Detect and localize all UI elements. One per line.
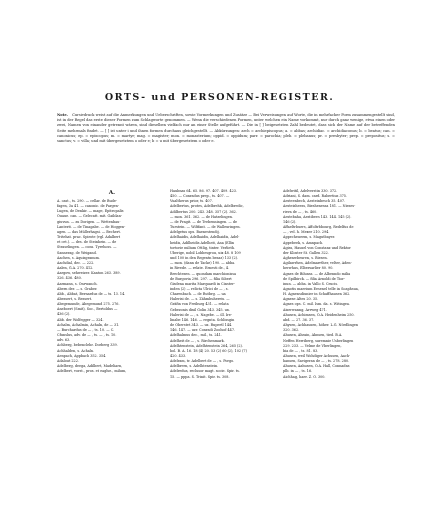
register-entry: Adelhalmus dec., mil., ts. 241.	[170, 333, 222, 338]
register-entry: Agilawrhen, Adelmarrther, velter, Aden-	[283, 261, 352, 266]
register-entry: Adelram, tr. Adelbert de — , s. Porgo.	[170, 359, 235, 364]
register-entry: de Spilbirck. — filia Arnoldi de Tior-	[283, 276, 346, 281]
register-entry: hansen, Savigeran de — , ts. 278. 280.	[283, 359, 350, 364]
register-entry: fagen, 3a 41. — canonic. de Pargen-	[57, 204, 119, 209]
register-entry: Agnes de Bilunss. — de Albenndo milia	[283, 271, 351, 276]
register-entry: Charenbach. — de Rutbrg. — ua	[170, 292, 226, 297]
register-entry: Adelhtenstein, Adelhtenstein 264, 265 (2).	[170, 343, 243, 348]
register-entry: Sannerag. de Weigand.	[57, 250, 97, 255]
register-entry: Achberg, bebenclehr. Dorberg 339.	[57, 343, 118, 348]
register-entry: Agnese Altes 20. 35.	[283, 297, 319, 302]
register-entry: 146. 147. — uzr. Conradi Zoolsof 447.	[170, 328, 236, 333]
register-entry: adv. 63.	[57, 338, 71, 343]
register-entry: Aalen, G.A. 270. 412.	[57, 266, 94, 271]
register-entry: de Oberstet 343. — uz. Rupertl 144.	[170, 323, 233, 328]
register-entry: inun. — abba. in Vallo S. Crucis.	[283, 281, 339, 286]
register-entry: Adelbert, vorst., pros. et eaglse., milum,	[57, 369, 127, 374]
register-entry: Ahusen, Achimsen, O.A. Heidenheim 250.	[283, 312, 355, 317]
register-entry: Turstein. — Wiltfant. — de Walleuringen.	[170, 225, 241, 230]
register-entry: Ouaue. can. — Gelecatt. mit. Gaiblan-	[57, 214, 122, 219]
register-entry: Adelbertus, protes, Adelbrehk, Adelbredic,	[170, 204, 244, 209]
register-entry: Adilbertus 200. 243. 348. 357 (2). 362.	[170, 209, 237, 214]
register-entry: et cet.). — des. de Steinhein. — de	[57, 240, 117, 245]
register-entry: Aneboert (Smit), Soc., Bertoldus —	[57, 307, 118, 312]
register-entry: herwhus, Elbersarlier 80. 90.	[283, 266, 334, 271]
register-entry: — Burchardus de — , ts. 10. — C.	[57, 327, 115, 332]
register-entry: Ahusen, Aahusen, O.A. Hall, Connadns	[283, 364, 350, 369]
register-entry: Gräfin von Freiburg 431. — relata	[170, 302, 229, 307]
register-entry: Adelwitil, Adelverstin 330. 372.	[283, 189, 338, 193]
register-entry: Adriani, S. dam. card. Rabertius 375.	[283, 194, 348, 199]
register-entry: Achhalden, s. Achaln.	[57, 348, 95, 353]
register-entry: der Kloster St. Gallen 322.	[283, 250, 329, 255]
register-entry: Adelredus, reclusor magt. socie. Spir. ts.	[170, 369, 240, 374]
register-entry: Aarmann, s. Onrwanch.	[57, 281, 98, 286]
register-entry: Neffen Herriberg, suremnie Usberlingen	[283, 338, 354, 343]
register-entry: 326. 436. 480.	[57, 276, 82, 281]
register-entry: 229. 233. — Velme de Vberlingen,	[283, 343, 342, 348]
register-column-2	[170, 189, 280, 380]
register-entry: Straselingen. — cons. Tyrehoss. —	[57, 245, 117, 250]
register-entry: — mon. (dann de Tacke) 190. — abba.	[170, 261, 236, 266]
register-entry: in Rivede. — relate. Ernesti de., 4.	[170, 266, 230, 271]
register-column-1	[57, 189, 167, 374]
register-entry: — mon. 361. 362. — de Hatzelingen.	[170, 214, 233, 219]
register-entry: Agnes ops. C. mil. Ism. da. s. Witingea.	[283, 302, 351, 307]
register-entry: — de Pragit. — de Trebenningen. — de	[170, 219, 238, 224]
register-entry: Vualtherus prior, ts. 407.	[170, 199, 213, 204]
register-entry: hol. B. A. 16. 18 (4) 20. 53 (2) 60 (2), 102 (7)	[170, 348, 247, 353]
register-entry: 15. — pppa. S. Trinit. Spir. ts. 308.	[170, 374, 230, 379]
register-entry: Adelberg, deega, Adilbert, Madeliarn,	[57, 364, 123, 368]
register-entry: heidis, Adilheidis Adelheit, Ana (Ellin	[170, 240, 235, 245]
register-entry: inden (2) — relicta Ulrici de — , s.	[170, 286, 229, 291]
register-entry: Halerisi de — , s. Nagebe. — ill. Ire-	[170, 312, 232, 317]
register-entry: Halerisi de. — s. Zähmbuhereis. —	[170, 297, 230, 302]
register-entry: bia de — , ts. 81. 83.	[283, 348, 319, 353]
register-entry: de Burgovia 296. 297. — filia Sibert	[170, 276, 232, 281]
register-entry: H. Agnensdiunier in Schaffhausen 362.	[283, 292, 351, 297]
register-entry: Aargow, sehweizer. Kanton 263. 389.	[57, 271, 121, 276]
register-entry: Abb. der Wolfegger — 324.	[57, 317, 104, 322]
register-entry: Tritehat. prac. Spirote (vgl. Adalbert	[57, 235, 121, 240]
register-entry: Aichhag, haer. Z. O. 300.	[283, 374, 326, 379]
register-entry: Adelhaidis, Adelhaidis, Adelhaidis, Adel-	[170, 235, 240, 240]
register-entry: Ahusen, weil Wohdiger Achusen, Aach-	[283, 354, 351, 358]
register-entry: Ahysen, Achhausen, höher. L.G. Nördlingen	[283, 323, 359, 328]
register-entry: Lanterit. — de Tinagabe. — de Hoggen-	[57, 224, 126, 229]
register-entry: Gisdena marita Marquardi in Cinster-	[170, 281, 235, 286]
register-entry: Adalout 222.	[57, 358, 79, 363]
register-entry: Ahusen, Ahrain, Ahnsen, tied. B.A.	[283, 333, 343, 338]
register-entry: Agnotis maerium Eesenel telle in Soaphsua,	[283, 286, 359, 291]
note-label: Note.	[57, 113, 68, 117]
register-entry: Adelgetus ops. Baenestendij.	[170, 230, 220, 235]
register-entry: Uberige, nobil Lobbesgrou, uix 48. 8 109	[170, 250, 241, 255]
register-entry: linabe 146. 146. — regnta. Schlissgin	[170, 317, 235, 322]
register-entry: Achalm, Achalmin, Achaln, de — 31.	[57, 322, 120, 327]
register-entry: 436 (2).	[57, 312, 71, 317]
register-entry: Aachen, s. Aquisgranum.	[57, 255, 100, 260]
register-entry: Agiss, Hausel von Constanz und Rektor	[283, 245, 351, 250]
register-entry: giuvun. — zu Dorigen. — Wettenbau-	[57, 219, 121, 224]
register-entry: Affaeltrbuers, Affoltrbbourg, Redelfus de	[283, 225, 354, 230]
register-entry: Aghenwbeuren, s. Biesen.	[283, 256, 328, 261]
register-entry: Aiserwanng, Arrweg 471.	[283, 307, 327, 312]
register-entry: Cfunslus, adv. de — , ts. — , ts. 10.	[57, 333, 117, 338]
register-entry: Aenpach, Appbach 352. 354.	[57, 353, 107, 358]
section-letter: A.	[108, 190, 116, 196]
register-entry: — , vel. h. Mexer 210. 294.	[283, 230, 330, 235]
register-entry: 450. — Conradus prep., ts. 407. —	[170, 194, 230, 199]
register-entry: Aesteisheess, Bieshenessa 181. — Nieses-	[283, 204, 356, 209]
register-entry: Aachdial, dec. — 222.	[57, 260, 95, 265]
register-entry: tortorie milium Ottlig, tinter. Verlieth.	[170, 245, 236, 250]
register-entry: Aesteenbech, Aesteinbesch 35. 407.	[283, 199, 346, 204]
register-entry: und 100 in den Regentn besaz) 133 (2).	[170, 256, 239, 261]
register-entry: abd. — 27. 36. 37.	[283, 317, 315, 322]
register-entry: rieva de — , ts. 460.	[283, 209, 318, 214]
register-entry: Abegemunde, Abegemund 275. 276.	[57, 302, 120, 307]
register-entry: Abb., Abbat, Bernardus de — ts. 13. 14.	[57, 291, 126, 296]
introductory-note	[57, 113, 395, 144]
register-column-3	[283, 189, 393, 380]
register-entry: Appebeek, s. Amnpach.	[283, 240, 324, 245]
register-entry: Gebezonis dixil Golin 343. 345. ux.	[170, 307, 230, 312]
register-entry: agen. — das Müllerhagsi. — Bechert.	[57, 229, 121, 234]
register-entry: Abern der. — s. Graber.	[57, 286, 98, 291]
register-entry: Appecheueem, s. Magutbayer.	[283, 235, 335, 240]
register-entry: A. cast., ts. 290. — cellar. de Bude-	[57, 199, 117, 203]
register-entry: plb. in — , ts. 16.	[283, 369, 313, 374]
register-entry: 420. 433.	[170, 354, 187, 358]
register-entry: Lugen, de Denkir. — mage, Epitropalis	[57, 209, 124, 214]
note-text: Cursivdruck weist auf die Anmerkungen und Ueberschriften, sowie Vormerkungen und Zusätze — Bei Verweisungen auf Worte, die in mehrfacher Form zusammengestellt sind, ist in der Regel das erste dieser Formen zum Schlagworte genommen. — Wenn die verschiedenen Formen, unter welchen ein Name vorkommt, nur durch ganz wenige, etwa einen oder zwei, Namen von einander getrennt wären, sind dieselben vielfach nur an einer Stelle aufgeführt. — Die in [ ] beigesetzten Zahl bedeutet, dass sich der Name auf der betreffenden Seite mehrmals findet. — [ ] ist unter i und ihnen formen durchaus gleichgestellt. — Abkürzungen: arch = archiepiscopus; a. = abbas; archidiac. = archidiaconus; b. = beatus; can. = canonicus; ep. = episcopus; m. = martyr; mag. = magister; mon. = monasterium; oppid. = oppidum; parr. = parochia; pleb. = plebanus; pr. = presbyter; prep. = prepositus; s. = sanctus; v. = villa; und mit übergesetztem o oder e; b = u mit übergesetztem o oder e.	[57, 113, 395, 144]
register-entry: Adelbrern, s. Adelhtenstein.	[170, 364, 219, 369]
register-entry: 146 (2).	[283, 219, 297, 224]
register-entry: Haubnas 64. 65. 86. 97. 407. 409. 423.	[170, 189, 238, 193]
register-entry: Brechtesen. — quondam marchionissa	[170, 271, 237, 276]
register-entry: Abessert, s. Bessert.	[57, 296, 93, 301]
register-entry: Adelheit de — , s. Rirchenmark.	[170, 338, 225, 343]
register-entry: Aestebaha, Aestibees 143. 144. 145 (2).	[283, 214, 352, 219]
page-title: ORTS- und PERSONEN-REGISTER.	[104, 92, 335, 103]
register-entry: 320. 362.	[283, 328, 300, 333]
